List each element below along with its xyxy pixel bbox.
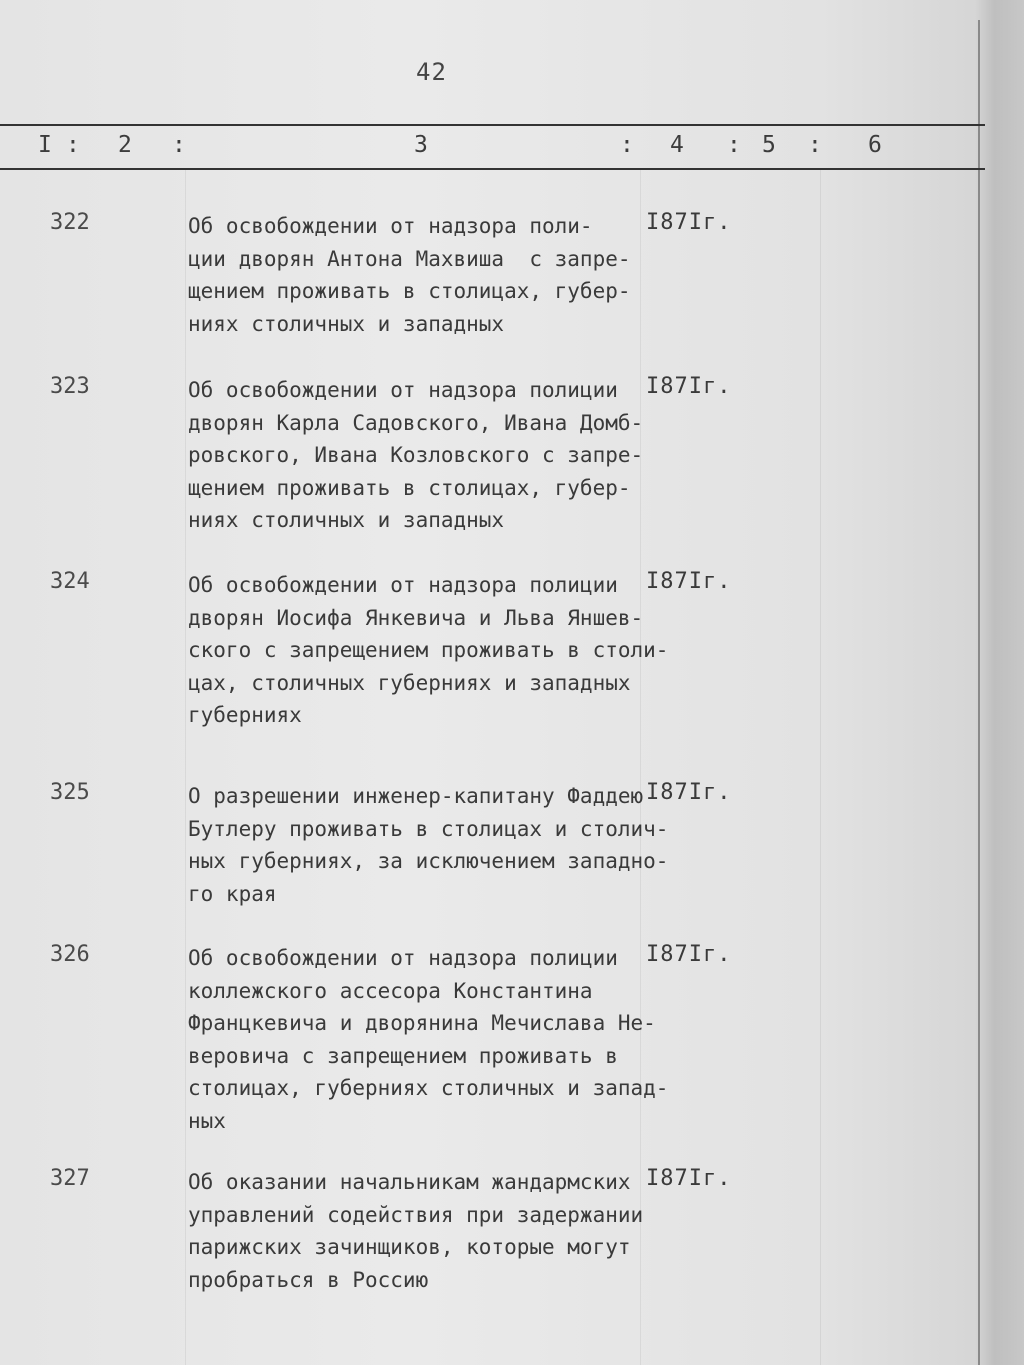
entry-year: I87Iг.	[646, 569, 732, 594]
entry-year: I87Iг.	[646, 374, 732, 399]
column-header-separator: :	[620, 132, 634, 158]
entry-number: 324	[50, 569, 90, 594]
entry-title-line: щением проживать в столицах, губер-	[188, 279, 631, 303]
entry-title	[188, 1166, 658, 1296]
column-header-1: I	[38, 132, 52, 158]
entry-title-line: щением проживать в столицах, губер-	[188, 475, 631, 500]
entry-year: I87Iг.	[646, 942, 732, 967]
header-bottom-rule	[0, 168, 985, 170]
column-header-3: 3	[414, 132, 428, 158]
entry-title-line: Францкевича и дворянина Мечислава Не-	[188, 1011, 656, 1035]
entry-title-line: О разрешении инженер-капитану Фаддею	[188, 784, 644, 808]
entry-title-line: пробраться в Россию	[188, 1267, 429, 1292]
entry-title-line: Об освобождении от надзора полиции	[188, 946, 618, 970]
column-divider	[820, 170, 821, 1365]
entry-title-line: ции дворян Антона Махвиша с запре-	[188, 246, 631, 271]
column-divider	[185, 170, 186, 1365]
entry-number: 323	[50, 374, 90, 399]
entry-number: 322	[50, 210, 90, 235]
page-number: 42	[416, 58, 447, 86]
page-edge-line	[978, 20, 980, 1365]
entry-title-line: Бутлеру проживать в столицах и столич-	[188, 816, 669, 841]
entry-title-line: губерниях	[188, 703, 302, 727]
header-top-rule	[0, 124, 985, 126]
entry-title-line: коллежского ассесора Константина	[188, 978, 593, 1003]
entry-title-line: дворян Карла Садовского, Ивана Домб-	[188, 410, 644, 435]
column-header-5: 5	[762, 132, 776, 158]
entry-title-line: го края	[188, 881, 277, 906]
entry-title-line: ных губерниях, за исключением западно-	[188, 849, 669, 873]
entry-title-line: цах, столичных губерниях и западных	[188, 670, 631, 695]
column-header-separator: :	[727, 132, 741, 158]
page-edge-shadow	[975, 0, 1024, 1365]
entry-title	[188, 569, 669, 732]
column-header-6: 6	[868, 132, 882, 158]
entry-title-line: дворян Иосифа Янкевича и Льва Яншев-	[188, 605, 644, 630]
entry-title-line: Об освобождении от надзора полиции	[188, 378, 618, 402]
entry-title-line: ных	[188, 1108, 226, 1133]
entry-title-line: веровича с запрещением проживать в	[188, 1043, 618, 1068]
column-header-separator: :	[66, 132, 80, 158]
entry-title-line: Об освобождении от надзора полиции	[188, 573, 618, 597]
column-header-2: 2	[118, 132, 132, 158]
entry-title-line: Об освобождении от надзора поли-	[188, 214, 593, 238]
entry-title-line: столицах, губерниях столичных и запад-	[188, 1076, 669, 1100]
entry-title-line: ниях столичных и западных	[188, 508, 505, 532]
entry-year: I87Iг.	[646, 1166, 732, 1191]
column-header-separator: :	[172, 132, 186, 158]
entry-title-line: ского с запрещением проживать в столи-	[188, 638, 669, 662]
column-header-4: 4	[670, 132, 684, 158]
entry-year: I87Iг.	[646, 780, 732, 805]
entry-title	[188, 210, 658, 340]
entry-number: 326	[50, 942, 90, 967]
entry-title	[188, 780, 669, 910]
entry-title-line: Об оказании начальникам жандармских	[188, 1170, 631, 1194]
entry-title-line: управлений содействия при задержании	[188, 1202, 644, 1227]
entry-title-line: парижских зачинщиков, которые могут	[188, 1235, 631, 1259]
entry-number: 325	[50, 780, 90, 805]
entry-number: 327	[50, 1166, 90, 1191]
entry-title-line: ниях столичных и западных	[188, 311, 505, 336]
entry-title-line: ровского, Ивана Козловского с запре-	[188, 443, 644, 467]
entry-title	[188, 942, 669, 1137]
entry-title	[188, 374, 658, 537]
column-header-separator: :	[808, 132, 822, 158]
entry-year: I87Iг.	[646, 210, 732, 235]
